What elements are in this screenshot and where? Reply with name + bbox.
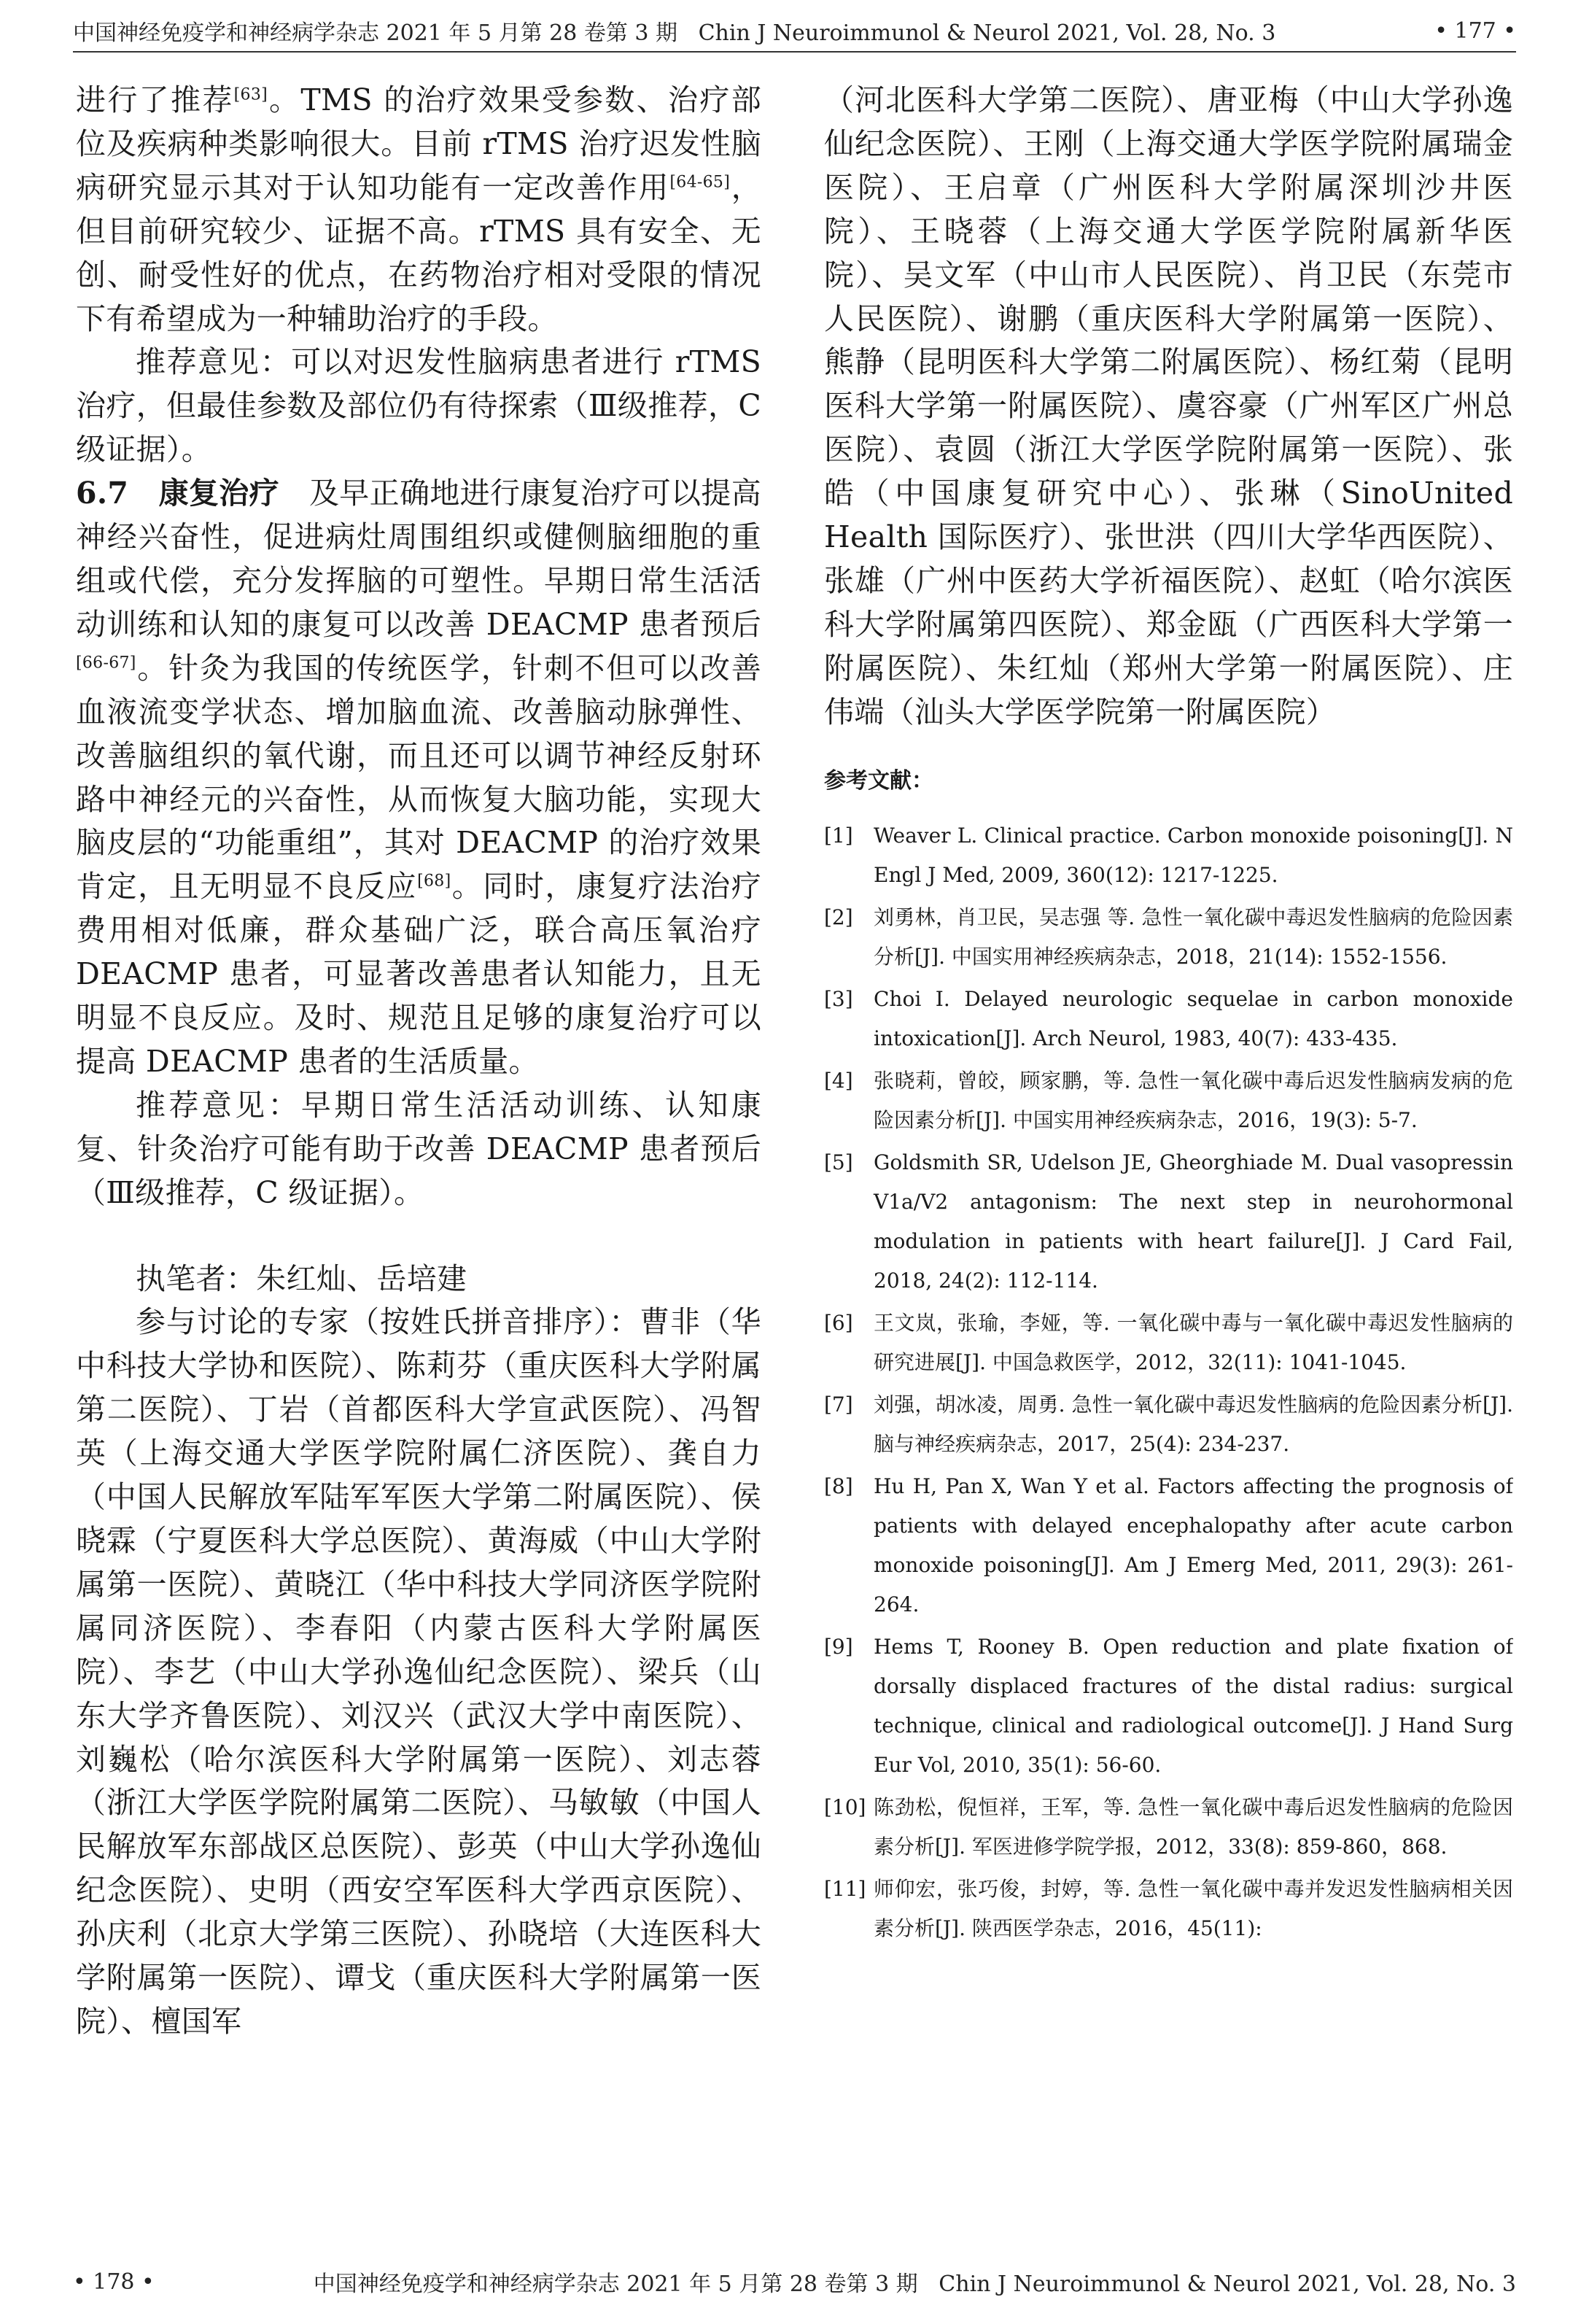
reference-number: [7] bbox=[824, 1392, 853, 1417]
footer-journal-en: Chin J Neuroimmunol & Neurol 2021, Vol. 28, No. 3 bbox=[939, 2271, 1516, 2297]
text-run: ，但目前研究较少、证据不高。rTMS 具有安全、无创、耐受性好的优点，在药物治疗相对受限的情况下有希望成为一种辅助治疗的手段。 bbox=[76, 169, 761, 336]
text-run: 。同时，康复疗法治疗费用相对低廉，群众基础广泛，联合高压氧治疗 DEACMP 患者，可显著改善患者认知能力，且无明显不良反应。及时、规范且足够的康复治疗可以提高 DEACMP 患者的生活质量。 bbox=[76, 869, 761, 1079]
reference-number: [8] bbox=[824, 1473, 853, 1498]
reference-number: [6] bbox=[824, 1310, 853, 1335]
reference-item bbox=[824, 898, 1513, 977]
experts-list-continued: （河北医科大学第二医院）、唐亚梅（中山大学孙逸仙纪念医院）、王刚（上海交通大学医学院附属瑞金医院）、王启章（广州医科大学附属深圳沙井医院）、王晓蓉（上海交通大学医学院附属新华医院）、吴文军（中山市人民医院）、肖卫民（东莞市人民医院）、谢鹏（重庆医科大学附属第一医院）、熊静（昆明医科大学第二附属医院）、杨红菊（昆明医科大学第一附属医院）、虞容豪（广州军区广州总医院）、袁圆（浙江大学医学院附属第一医院）、张皓（中国康复研究中心）、张琳（SinoUnited Health 国际医疗）、张世洪（四川大学华西医院）、张雄（广州中医药大学祈福医院）、赵虹（哈尔滨医科大学附属第四医院）、郑金瓯（广西医科大学第一附属医院）、朱红灿（郑州大学第一附属医院）、庄伟端（汕头大学医学院第一附属医院） bbox=[824, 82, 1513, 729]
reference-number: [4] bbox=[824, 1068, 853, 1093]
references-title: 参考文献： bbox=[824, 767, 933, 794]
experts-list: 参与讨论的专家（按姓氏拼音排序）：曹非（华中科技大学协和医院）、陈莉芬（重庆医科大学附属第二医院）、丁岩（首都医科大学宣武医院）、冯智英（上海交通大学医学院附属仁济医院）、龚自力（中国人民解放军陆军军医大学第二附属医院）、侯晓霖（宁夏医科大学总医院）、黄海威（中山大学附属第一医院）、黄晓江（华中科技大学同济医学院附属同济医院）、李春阳（内蒙古医科大学附属医院）、李艺（中山大学孙逸仙纪念医院）、梁兵（山东大学齐鲁医院）、刘汉兴（武汉大学中南医院）、刘巍松（哈尔滨医科大学附属第一医院）、刘志蓉（浙江大学医学院附属第二医院）、马敏敏（中国人民解放军东部战区总医院）、彭英（中山大学孙逸仙纪念医院）、史明（西安空军医科大学西京医院）、孙庆利（北京大学第三医院）、孙晓培（大连医科大学附属第一医院）、谭戈（重庆医科大学附属第一医院）、檀国军 bbox=[76, 1304, 761, 2039]
footer-journal-info bbox=[314, 2266, 1516, 2298]
paragraph-rtms-continued bbox=[76, 79, 761, 341]
running-header bbox=[73, 10, 1516, 53]
text-run: 。针灸为我国的传统医学，针刺不但可以改善血液流变学状态、增加脑血流、改善脑动脉弹性、改善脑组织的氧代谢，而且还可以调节神经反射环路中神经元的兴奋性，从而恢复大脑功能，实现大脑皮层的“功能重组”，其对 DEACMP 的治疗效果肯定，且无明显不良反应 bbox=[76, 650, 761, 905]
citation: [63] bbox=[233, 85, 268, 104]
text-run: 及早正确地进行康复治疗可以提高神经兴奋性，促进病灶周围组织或健侧脑细胞的重组或代偿，充分发挥脑的可塑性。早期日常生活活动训练和认知的康复可以改善 DEACMP 患者预后 bbox=[76, 476, 761, 642]
reference-number: [3] bbox=[824, 986, 853, 1011]
left-column bbox=[76, 79, 761, 2249]
reference-text: 师仰宏，张巧俊，封婷，等. 急性一氧化碳中毒并发迟发性脑病相关因素分析[J]. 陕西医学杂志，2016，45(11): bbox=[874, 1876, 1513, 1940]
reference-number: [2] bbox=[824, 905, 853, 929]
text-run: 进行了推荐 bbox=[76, 82, 234, 117]
section-heading: 6.7 康复治疗 bbox=[76, 476, 279, 511]
section-6-7-rehabilitation bbox=[76, 472, 761, 1084]
reference-number: [10] bbox=[824, 1794, 866, 1819]
reference-text: Hems T, Rooney B. Open reduction and plate fixation of dorsally displaced fractures of the distal radius: surgical technique, clinical and radiological outcome[J]. J Hand Surg Eur Vol, 2010, 35(1): 56-60. bbox=[874, 1634, 1513, 1777]
reference-item bbox=[824, 1143, 1513, 1301]
reference-text: 张晓莉，曾皎，顾家鹏，等. 急性一氧化碳中毒后迟发性脑病发病的危险因素分析[J]. 中国实用神经疾病杂志，2016，19(3): 5-7. bbox=[874, 1068, 1513, 1132]
reference-number: [5] bbox=[824, 1150, 853, 1174]
reference-text: Weaver L. Clinical practice. Carbon monoxide poisoning[J]. N Engl J Med, 2009, 360(12): 1217-1225. bbox=[874, 823, 1513, 887]
reference-text: 刘强，胡冰凌，周勇. 急性一氧化碳中毒迟发性脑病的危险因素分析[J]. 脑与神经疾病杂志，2017，25(4): 234-237. bbox=[874, 1392, 1513, 1456]
reference-item bbox=[824, 1061, 1513, 1140]
reference-item bbox=[824, 1304, 1513, 1382]
reference-item bbox=[824, 980, 1513, 1058]
reference-text: 王文岚，张瑜，李娅，等. 一氧化碳中毒与一氧化碳中毒迟发性脑病的研究进展[J]. 中国急救医学，2012，32(11): 1041-1045. bbox=[874, 1310, 1513, 1374]
reference-number: [1] bbox=[824, 823, 853, 848]
reference-number: [11] bbox=[824, 1876, 866, 1901]
reference-text: Choi I. Delayed neurologic sequelae in carbon monoxide intoxication[J]. Arch Neurol, 1983, 40(7): 433-435. bbox=[874, 986, 1513, 1050]
reference-item bbox=[824, 1627, 1513, 1785]
header-journal-en: Chin J Neuroimmunol & Neurol 2021, Vol. 28, No. 3 bbox=[698, 20, 1276, 46]
reference-text: Hu H, Pan X, Wan Y et al. Factors affecting the prognosis of patients with delayed encephalopathy after acute carbon monoxide poisoning[J]. Am J Emerg Med, 2011, 29(3): 261-264. bbox=[874, 1473, 1513, 1616]
header-page-number: • 177 • bbox=[1434, 18, 1516, 44]
reference-text: Goldsmith SR, Udelson JE, Gheorghiade M. Dual vasopressin V1a/V2 antagonism: The next step in neurohormonal modulation in patients with heart failure[J]. J Card Fail, 2018, 24(2): 112-114. bbox=[874, 1150, 1513, 1293]
footer-page-number: • 178 • bbox=[73, 2269, 155, 2295]
reference-item bbox=[824, 1385, 1513, 1464]
citation: [64-65] bbox=[669, 173, 731, 192]
reference-item bbox=[824, 816, 1513, 895]
reference-number: [9] bbox=[824, 1634, 853, 1659]
footer-journal-cn: 中国神经免疫学和神经病学杂志 2021 年 5 月第 28 卷第 3 期 bbox=[313, 2271, 918, 2297]
text-run: 。TMS 的治疗效果受参数、治疗部位及疾病种类影响很大。目前 rTMS 治疗迟发性脑病研究显示其对于认知功能有一定改善作用 bbox=[76, 82, 761, 205]
reference-item bbox=[824, 1870, 1513, 1948]
reference-text: 刘勇林，肖卫民，吴志强 等. 急性一氧化碳中毒迟发性脑病的危险因素分析[J]. 中国实用神经疾病杂志，2018，21(14): 1552-1556. bbox=[874, 905, 1513, 969]
authors-line: 执笔者：朱红灿、岳培建 bbox=[136, 1260, 467, 1296]
running-footer bbox=[73, 2261, 1516, 2302]
references-list bbox=[824, 816, 1513, 1948]
right-column bbox=[824, 79, 1513, 2249]
reference-item bbox=[824, 1467, 1513, 1624]
blank-line bbox=[76, 1215, 761, 1258]
reference-item bbox=[824, 1788, 1513, 1867]
reference-text: 陈劲松，倪恒祥，王军，等. 急性一氧化碳中毒后迟发性脑病的危险因素分析[J]. 军医进修学院学报，2012，33(8): 859-860，868. bbox=[874, 1794, 1513, 1859]
citation: [66-67] bbox=[76, 654, 136, 673]
recommendation-rtms: 推荐意见：可以对迟发性脑病患者进行 rTMS 治疗，但最佳参数及部位仍有待探索（Ⅲ级推荐，C 级证据）。 bbox=[76, 344, 761, 468]
citation: [68] bbox=[417, 872, 451, 891]
header-journal-info bbox=[73, 15, 1275, 47]
header-journal-cn: 中国神经免疫学和神经病学杂志 2021 年 5 月第 28 卷第 3 期 bbox=[73, 20, 677, 46]
recommendation-rehabilitation: 推荐意见：早期日常生活活动训练、认知康复、针灸治疗可能有助于改善 DEACMP 患者预后（Ⅲ级推荐，C 级证据）。 bbox=[76, 1087, 761, 1210]
